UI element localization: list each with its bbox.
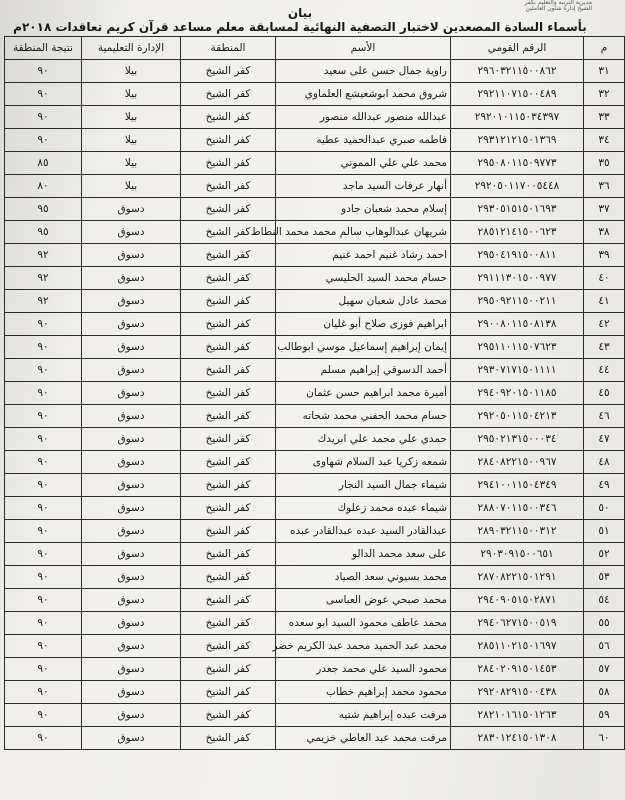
region-cell: كفر الشيخ — [181, 474, 276, 497]
result-cell: ٩٠ — [5, 681, 82, 704]
row-number: ٥٨ — [584, 681, 625, 704]
national-id-cell: ٢٨٣٠١٢٤١٥٠١٣٠٨ — [451, 727, 584, 750]
table-row — [5, 382, 625, 405]
result-cell: ٩٠ — [5, 336, 82, 359]
row-number: ٣٨ — [584, 221, 625, 244]
result-cell: ٩٠ — [5, 658, 82, 681]
region-cell: كفر الشيخ — [181, 681, 276, 704]
name-cell: إسلام محمد شعبان جادو — [276, 198, 451, 221]
region-cell: كفر الشيخ — [181, 497, 276, 520]
result-cell: ٩٢ — [5, 290, 82, 313]
name-cell: شمعه زكريا عبد السلام شهاوى — [276, 451, 451, 474]
admin-cell: دسوق — [82, 520, 181, 543]
name-cell: على سعد محمد الدالو — [276, 543, 451, 566]
result-cell: ٨٥ — [5, 152, 82, 175]
region-cell: كفر الشيخ — [181, 704, 276, 727]
table-row — [5, 198, 625, 221]
row-number: ٤٩ — [584, 474, 625, 497]
region-cell: كفر الشيخ — [181, 566, 276, 589]
admin-cell: دسوق — [82, 290, 181, 313]
national-id-cell: ٢٩٢١١٠٧١٥٠٠٤٨٩ — [451, 83, 584, 106]
name-cell: محمد صبحي عوض العباسى — [276, 589, 451, 612]
name-cell: أحمد الدسوقي إبراهيم مسلم — [276, 359, 451, 382]
admin-cell: دسوق — [82, 405, 181, 428]
row-number: ٣٥ — [584, 152, 625, 175]
region-cell: كفر الشيخ — [181, 152, 276, 175]
region-cell: كفر الشيخ — [181, 359, 276, 382]
admin-cell: دسوق — [82, 428, 181, 451]
row-number: ٤٨ — [584, 451, 625, 474]
admin-cell: دسوق — [82, 474, 181, 497]
table-row — [5, 681, 625, 704]
admin-cell: بيلا — [82, 83, 181, 106]
admin-cell: دسوق — [82, 681, 181, 704]
table-row — [5, 290, 625, 313]
result-cell: ٩٠ — [5, 727, 82, 750]
result-cell: ٩٢ — [5, 267, 82, 290]
header-m: م — [584, 37, 625, 60]
result-cell: ٩٠ — [5, 129, 82, 152]
result-cell: ٩٠ — [5, 543, 82, 566]
table-row — [5, 106, 625, 129]
result-cell: ٩٠ — [5, 428, 82, 451]
row-number: ٦٠ — [584, 727, 625, 750]
region-cell: كفر الشيخ — [181, 313, 276, 336]
row-number: ٤٠ — [584, 267, 625, 290]
result-cell: ٩٠ — [5, 497, 82, 520]
admin-cell: دسوق — [82, 566, 181, 589]
region-cell: كفر الشيخ — [181, 198, 276, 221]
row-number: ٥٩ — [584, 704, 625, 727]
table-row — [5, 543, 625, 566]
table-row — [5, 129, 625, 152]
name-cell: محمد عاطف محمود السيد ابو سعده — [276, 612, 451, 635]
table-row — [5, 474, 625, 497]
national-id-cell: ٢٩٢٠٥٠١١٧٠٠٥٤٤٨ — [451, 175, 584, 198]
region-cell: كفر الشيخ — [181, 221, 276, 244]
admin-cell: بيلا — [82, 152, 181, 175]
admin-cell: دسوق — [82, 382, 181, 405]
name-cell: شيماء جمال السيد النجار — [276, 474, 451, 497]
name-cell: ابراهيم فوزى صلاح أبو غليان — [276, 313, 451, 336]
name-cell: إيمان إبراهيم إسماعيل موسي ابوطالب — [276, 336, 451, 359]
region-cell: كفر الشيخ — [181, 589, 276, 612]
result-cell: ٩٠ — [5, 635, 82, 658]
name-cell: شروق محمد ابوشعيشع العلماوي — [276, 83, 451, 106]
admin-cell: بيلا — [82, 129, 181, 152]
table-row — [5, 313, 625, 336]
national-id-cell: ٢٨٧٠٨٢٢١٥٠١٢٩١ — [451, 566, 584, 589]
row-number: ٤٢ — [584, 313, 625, 336]
row-number: ٥٦ — [584, 635, 625, 658]
national-id-cell: ٢٩٣٠٧١٧١٥٠١١١١ — [451, 359, 584, 382]
name-cell: أميرة محمد ابراهيم حسن عثمان — [276, 382, 451, 405]
row-number: ٤٣ — [584, 336, 625, 359]
region-cell: كفر الشيخ — [181, 60, 276, 83]
admin-cell: دسوق — [82, 727, 181, 750]
region-cell: كفر الشيخ — [181, 428, 276, 451]
result-cell: ٩٢ — [5, 244, 82, 267]
national-id-cell: ٢٩٥٠٤١٩١٥٠٠٨١١ — [451, 244, 584, 267]
national-id-cell: ٢٩٤٠٩٠٥١٥٠٢٨٧١ — [451, 589, 584, 612]
table-row — [5, 60, 625, 83]
admin-cell: دسوق — [82, 543, 181, 566]
name-cell: محمد عادل شعبان سهيل — [276, 290, 451, 313]
name-cell: أنهار عرفات السيد ماجد — [276, 175, 451, 198]
table-row — [5, 175, 625, 198]
national-id-cell: ٢٨٥١٢١٤١٥٠٠٦٢٣ — [451, 221, 584, 244]
region-cell: كفر الشيخ — [181, 290, 276, 313]
region-cell: كفر الشيخ — [181, 267, 276, 290]
admin-cell: دسوق — [82, 612, 181, 635]
national-id-cell: ٢٩٢٠٥٠١١٥٠٤٢١٣ — [451, 405, 584, 428]
row-number: ٥٢ — [584, 543, 625, 566]
admin-cell: دسوق — [82, 221, 181, 244]
result-cell: ٩٠ — [5, 612, 82, 635]
result-cell: ٩٠ — [5, 382, 82, 405]
name-cell: محمود محمد إبراهيم خطاب — [276, 681, 451, 704]
row-number: ٥٥ — [584, 612, 625, 635]
national-id-cell: ٢٨٢١٠١٦١٥٠١٢٦٣ — [451, 704, 584, 727]
table-row — [5, 704, 625, 727]
result-cell: ٩٠ — [5, 405, 82, 428]
row-number: ٣٩ — [584, 244, 625, 267]
national-id-cell: ٢٩٥٠٩٢١١٥٠٠٢١١ — [451, 290, 584, 313]
admin-cell: دسوق — [82, 198, 181, 221]
header-stamp: مديرية التربية والتعليم بكفر الشيخ إدارة شئون العاملين — [524, 0, 592, 12]
row-number: ٣٢ — [584, 83, 625, 106]
table-row — [5, 336, 625, 359]
row-number: ٣١ — [584, 60, 625, 83]
admin-cell: دسوق — [82, 313, 181, 336]
result-cell: ٩٠ — [5, 520, 82, 543]
national-id-cell: ٢٩٣٠٥١٥١٥٠١٦٩٣ — [451, 198, 584, 221]
national-id-cell: ٢٩٥٠٨٠١١٥٠٩٧٧٣ — [451, 152, 584, 175]
row-number: ٥٧ — [584, 658, 625, 681]
table-row — [5, 83, 625, 106]
admin-cell: بيلا — [82, 60, 181, 83]
table-row — [5, 497, 625, 520]
national-id-cell: ٢٨٥١١٠٢١٥٠١٦٩٧ — [451, 635, 584, 658]
name-cell: مرفت عبده إبراهيم شتيه — [276, 704, 451, 727]
name-cell: عبدالقادر السيد عبده عبدالقادر عبده — [276, 520, 451, 543]
region-cell: كفر الشيخ — [181, 727, 276, 750]
table-row — [5, 152, 625, 175]
row-number: ٤٥ — [584, 382, 625, 405]
table-row — [5, 612, 625, 635]
name-cell: حمدي علي محمد علي ابريدك — [276, 428, 451, 451]
region-cell: كفر الشيخ — [181, 244, 276, 267]
result-cell: ٩٠ — [5, 83, 82, 106]
row-number: ٤٦ — [584, 405, 625, 428]
national-id-cell: ٢٩٤٠٩٢٠١٥٠١١٨٥ — [451, 382, 584, 405]
table-row — [5, 635, 625, 658]
region-cell: كفر الشيخ — [181, 658, 276, 681]
result-cell: ٩٠ — [5, 451, 82, 474]
name-cell: حسام محمد السيد الحليسي — [276, 267, 451, 290]
region-cell: كفر الشيخ — [181, 543, 276, 566]
name-cell: حسام محمد الحفني محمد شحاته — [276, 405, 451, 428]
table-row — [5, 589, 625, 612]
row-number: ٣٦ — [584, 175, 625, 198]
table-row — [5, 267, 625, 290]
name-cell: محمد علي علي المموني — [276, 152, 451, 175]
name-cell: شيماء عبده محمد زعلوك — [276, 497, 451, 520]
row-number: ٥١ — [584, 520, 625, 543]
name-cell: فاطمه صبري عبدالحميد عطيه — [276, 129, 451, 152]
result-cell: ٩٠ — [5, 566, 82, 589]
region-cell: كفر الشيخ — [181, 83, 276, 106]
row-number: ٣٧ — [584, 198, 625, 221]
region-cell: كفر الشيخ — [181, 405, 276, 428]
national-id-cell: ٢٩٥٠٢١٣١٥٠٠٠٣٤ — [451, 428, 584, 451]
row-number: ٥٠ — [584, 497, 625, 520]
row-number: ٤١ — [584, 290, 625, 313]
result-cell: ٩٠ — [5, 704, 82, 727]
national-id-cell: ٢٨٤٠٢٠٩١٥٠١٤٥٣ — [451, 658, 584, 681]
region-cell: كفر الشيخ — [181, 106, 276, 129]
result-cell: ٨٠ — [5, 175, 82, 198]
region-cell: كفر الشيخ — [181, 129, 276, 152]
header-result: نتيجة المنطقة — [5, 37, 82, 60]
region-cell: كفر الشيخ — [181, 382, 276, 405]
region-cell: كفر الشيخ — [181, 612, 276, 635]
row-number: ٥٣ — [584, 566, 625, 589]
result-cell: ٩٠ — [5, 60, 82, 83]
admin-cell: دسوق — [82, 451, 181, 474]
header-region: المنطقة — [181, 37, 276, 60]
table-row — [5, 658, 625, 681]
result-cell: ٩٠ — [5, 106, 82, 129]
national-id-cell: ٢٩٤٠٦٢٧١٥٠٠٥١٩ — [451, 612, 584, 635]
national-id-cell: ٢٩١١١٣٠١٥٠٠٩٧٧ — [451, 267, 584, 290]
table-row — [5, 359, 625, 382]
table-row — [5, 428, 625, 451]
admin-cell: دسوق — [82, 359, 181, 382]
admin-cell: دسوق — [82, 704, 181, 727]
national-id-cell: ٢٨٨٠٧٠١١٥٠٠٣٤٦ — [451, 497, 584, 520]
result-cell: ٩٠ — [5, 589, 82, 612]
table-header-row — [5, 37, 625, 60]
name-cell: شريهان عبدالوهاب سالم محمد محمد النطاط — [276, 221, 451, 244]
table-row — [5, 566, 625, 589]
name-cell: عبدالله منصور عبدالله منصور — [276, 106, 451, 129]
admin-cell: دسوق — [82, 244, 181, 267]
name-cell: راوية جمال حسن على سعيد — [276, 60, 451, 83]
table-row — [5, 221, 625, 244]
national-id-cell: ٢٩٠٠٨٠١١٥٠٨١٣٨ — [451, 313, 584, 336]
national-id-cell: ٢٨٤٠٨٢٢١٥٠٠٩٦٧ — [451, 451, 584, 474]
table-row — [5, 451, 625, 474]
region-cell: كفر الشيخ — [181, 336, 276, 359]
national-id-cell: ٢٩٥١١٠١١٥٠٧٦٢٣ — [451, 336, 584, 359]
admin-cell: بيلا — [82, 175, 181, 198]
admin-cell: دسوق — [82, 497, 181, 520]
national-id-cell: ٢٩٣١٢١٢١٥٠١٣٦٩ — [451, 129, 584, 152]
national-id-cell: ٢٨٩٠٣٢١١٥٠٠٣١٢ — [451, 520, 584, 543]
admin-cell: دسوق — [82, 658, 181, 681]
national-id-cell: ٢٩٢٠٨٢٩١٥٠٠٤٣٨ — [451, 681, 584, 704]
admin-cell: بيلا — [82, 106, 181, 129]
region-cell: كفر الشيخ — [181, 635, 276, 658]
national-id-cell: ٢٩٦٠٣٢١١٥٠٠٨٦٢ — [451, 60, 584, 83]
name-cell: محمد بسيوني سعد الصياد — [276, 566, 451, 589]
header-national-id: الرقم القومي — [451, 37, 584, 60]
header-name: الأسم — [276, 37, 451, 60]
region-cell: كفر الشيخ — [181, 175, 276, 198]
row-number: ٣٣ — [584, 106, 625, 129]
row-number: ٥٤ — [584, 589, 625, 612]
row-number: ٤٤ — [584, 359, 625, 382]
table-row — [5, 244, 625, 267]
document-title: بيان — [287, 6, 313, 20]
national-id-cell: ٢٩٢٠١٠١١٥٠٣٤٣٩٧ — [451, 106, 584, 129]
row-number: ٣٤ — [584, 129, 625, 152]
admin-cell: دسوق — [82, 336, 181, 359]
document-subtitle: بأسماء السادة المصعدين لاختبار التصفية النهائية لمسابقة معلم مساعد قرآن كريم تعاقدات ٢٠١٨م — [13, 20, 587, 34]
table-row — [5, 727, 625, 750]
name-cell: محمود السيد علي محمد جعدر — [276, 658, 451, 681]
table-row — [5, 520, 625, 543]
result-cell: ٩٥ — [5, 221, 82, 244]
name-cell: محمد عبد الحميد محمد عبد الكريم خضر — [276, 635, 451, 658]
row-number: ٤٧ — [584, 428, 625, 451]
admin-cell: دسوق — [82, 589, 181, 612]
table-row — [5, 405, 625, 428]
region-cell: كفر الشيخ — [181, 451, 276, 474]
national-id-cell: ٢٩٤١٠٠١١٥٠٤٣٤٩ — [451, 474, 584, 497]
name-cell: مرفت محمد عبد العاطي خزيمي — [276, 727, 451, 750]
header-admin: الإدارة التعليمية — [82, 37, 181, 60]
result-cell: ٩٠ — [5, 474, 82, 497]
region-cell: كفر الشيخ — [181, 520, 276, 543]
admin-cell: دسوق — [82, 635, 181, 658]
results-table — [4, 36, 625, 750]
name-cell: احمد رشاد غنيم احمد غنيم — [276, 244, 451, 267]
result-cell: ٩٠ — [5, 359, 82, 382]
result-cell: ٩٠ — [5, 313, 82, 336]
result-cell: ٩٥ — [5, 198, 82, 221]
admin-cell: دسوق — [82, 267, 181, 290]
national-id-cell: ٢٩٠٣٠٩١٥٠٠٦٥١ — [451, 543, 584, 566]
